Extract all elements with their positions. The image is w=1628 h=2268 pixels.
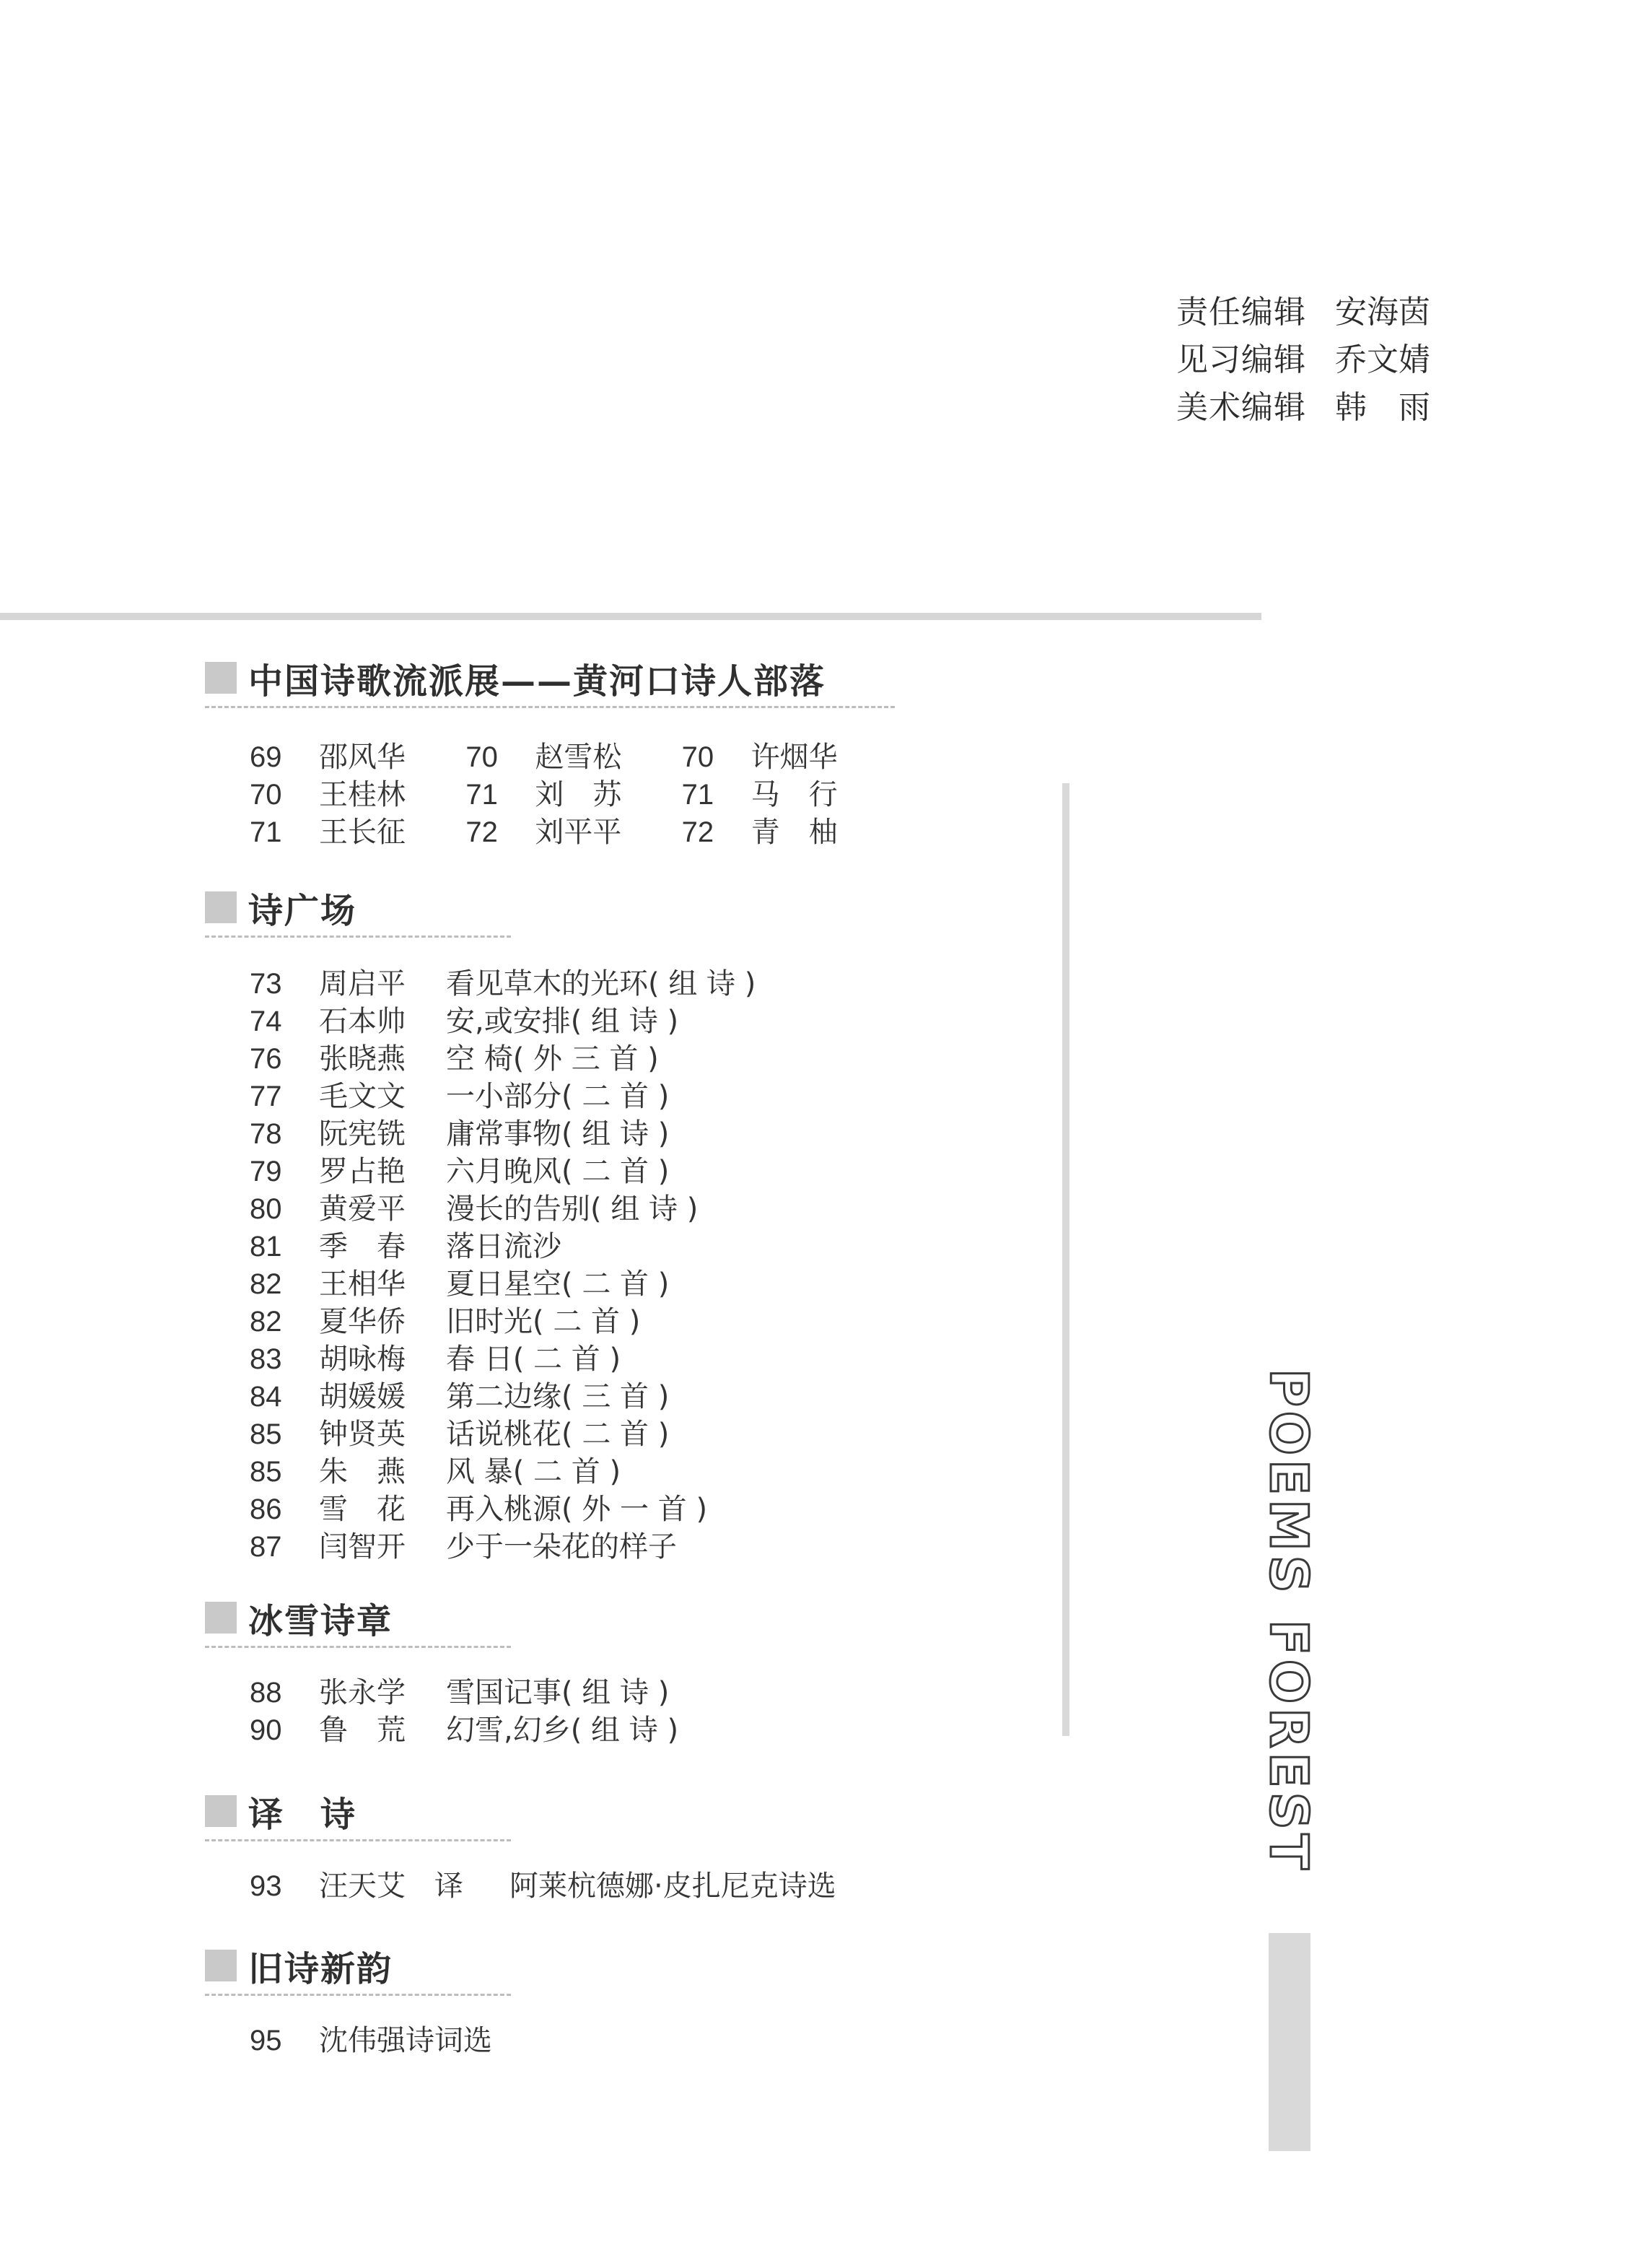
toc-entry[interactable] <box>250 1674 999 1711</box>
page-number: 82 <box>250 1306 282 1338</box>
poem-title: 雪国记事( 组 诗 ) <box>446 1676 670 1709</box>
page-number: 87 <box>250 1531 282 1563</box>
poet-grid-row <box>250 814 898 851</box>
page-number: 78 <box>250 1118 282 1150</box>
poet-grid <box>250 738 898 851</box>
page-number: 79 <box>250 1156 282 1187</box>
toc-list <box>250 1674 999 1749</box>
toc-entry[interactable] <box>250 1078 999 1115</box>
section-dashed-rule <box>205 935 511 938</box>
toc-entry[interactable] <box>250 1115 999 1153</box>
author-name: 沈伟强诗词选 <box>319 2024 492 2057</box>
page-number: 70 <box>681 741 714 773</box>
author-name: 朱 燕 <box>319 1455 406 1488</box>
toc-entry[interactable] <box>250 2022 999 2059</box>
section-heading <box>205 1940 999 1991</box>
editor-name: 韩 雨 <box>1335 389 1430 426</box>
poet-entry[interactable] <box>250 776 465 814</box>
poem-title: 再入桃源( 外 一 首 ) <box>446 1493 708 1526</box>
author-name: 赵雪松 <box>535 741 622 774</box>
editor-line <box>1176 336 1436 384</box>
page-number: 72 <box>681 816 714 848</box>
page-number: 83 <box>250 1343 282 1375</box>
page-number: 85 <box>250 1418 282 1450</box>
page-number: 71 <box>465 779 498 811</box>
page-number: 70 <box>250 779 282 811</box>
author-name: 毛文文 <box>319 1080 406 1113</box>
poem-title: 阿莱杭德娜·皮扎尼克诗选 <box>509 1870 836 1903</box>
toc-entry[interactable] <box>250 1453 999 1491</box>
editors-block <box>1176 289 1436 432</box>
poem-title: 漫长的告别( 组 诗 ) <box>446 1192 699 1226</box>
page-number: 80 <box>250 1193 282 1225</box>
poet-entry[interactable] <box>682 814 898 851</box>
poem-title <box>608 2022 999 2059</box>
poem-title: 旧时光( 二 首 ) <box>446 1305 641 1338</box>
editor-name: 安海茵 <box>1335 294 1430 331</box>
author-name: 胡媛媛 <box>319 1380 406 1413</box>
toc-entry[interactable] <box>250 1491 999 1528</box>
poem-title: 少于一朵花的样子 <box>446 1530 677 1563</box>
section-square-icon <box>205 1950 237 1981</box>
author-name: 石本帅 <box>319 1005 406 1038</box>
toc-entry[interactable] <box>250 1711 999 1749</box>
section-heading <box>205 882 999 933</box>
poet-entry[interactable] <box>250 814 465 851</box>
page-number: 70 <box>465 741 498 773</box>
editor-role: 美术编辑 <box>1176 389 1306 426</box>
page-number: 72 <box>465 816 498 848</box>
toc-entry[interactable] <box>250 1416 999 1453</box>
page-number: 95 <box>250 2025 282 2057</box>
toc-entry[interactable] <box>250 1190 999 1228</box>
toc-entry[interactable] <box>250 1340 999 1378</box>
author-name: 王桂林 <box>319 778 406 811</box>
poem-title: 春 日( 二 首 ) <box>446 1343 621 1376</box>
section-translation <box>205 1786 999 1905</box>
page-number: 88 <box>250 1677 282 1709</box>
poet-entry[interactable] <box>682 776 898 814</box>
page-number: 71 <box>681 779 714 811</box>
poet-grid-row <box>250 776 898 814</box>
section-heading <box>205 1592 999 1643</box>
vertical-divider <box>1062 783 1069 1736</box>
page-number: 77 <box>250 1081 282 1112</box>
page-number: 74 <box>250 1006 282 1037</box>
toc-entry[interactable] <box>250 965 999 1003</box>
author-name: 钟贤英 <box>319 1418 406 1451</box>
page-number: 85 <box>250 1456 282 1488</box>
section-square-icon <box>205 662 237 694</box>
toc-list <box>250 965 999 1566</box>
page-number: 69 <box>250 741 282 773</box>
author-name: 张晓燕 <box>319 1042 406 1076</box>
page-number: 82 <box>250 1268 282 1300</box>
section-ice-snow <box>205 1592 999 1749</box>
section-square-icon <box>205 891 237 923</box>
section-poetry-square <box>205 882 999 1566</box>
poem-title: 夏日星空( 二 首 ) <box>446 1268 670 1301</box>
section-square-icon <box>205 1795 237 1827</box>
section-title: 冰雪诗章 <box>248 1600 393 1641</box>
poem-title: 安,或安排( 组 诗 ) <box>446 1005 679 1038</box>
section-dashed-rule <box>205 1994 511 1996</box>
author-name: 刘 苏 <box>535 778 622 811</box>
poet-entry[interactable] <box>465 776 681 814</box>
author-name: 汪天艾 译 <box>319 1870 463 1903</box>
editor-line <box>1176 384 1436 432</box>
section-heading <box>205 1786 999 1836</box>
editor-role: 见习编辑 <box>1176 341 1306 378</box>
toc-entry[interactable] <box>250 1153 999 1190</box>
section-dashed-rule <box>205 1839 511 1841</box>
section-title: 诗广场 <box>248 890 357 931</box>
poet-entry[interactable] <box>465 738 681 776</box>
section-old-poetry <box>205 1940 999 2059</box>
poem-title: 话说桃花( 二 首 ) <box>446 1418 670 1451</box>
page-number: 73 <box>250 968 282 1000</box>
poem-title: 庸常事物( 组 诗 ) <box>446 1117 670 1151</box>
toc-entry[interactable] <box>250 1040 999 1078</box>
section-dashed-rule <box>205 1646 511 1648</box>
author-name: 马 行 <box>750 778 838 811</box>
toc-entry[interactable] <box>250 1003 999 1040</box>
top-divider <box>0 613 1261 620</box>
toc-entry[interactable] <box>250 1378 999 1416</box>
page-number: 81 <box>250 1231 282 1262</box>
toc-list <box>250 2022 999 2059</box>
poem-title: 六月晚风( 二 首 ) <box>446 1155 670 1188</box>
toc-entry[interactable] <box>250 1528 999 1566</box>
author-name: 邵风华 <box>319 741 406 774</box>
author-name: 青 柚 <box>750 816 838 849</box>
poet-entry[interactable] <box>682 738 898 776</box>
poem-title: 空 椅( 外 三 首 ) <box>446 1042 659 1076</box>
poem-title: 第二边缘( 三 首 ) <box>446 1380 670 1413</box>
poet-entry[interactable] <box>465 814 681 851</box>
author-name: 夏华侨 <box>319 1305 406 1338</box>
author-name: 闫智开 <box>319 1530 406 1563</box>
author-name: 胡咏梅 <box>319 1343 406 1376</box>
section-title: 译 诗 <box>248 1794 357 1835</box>
page-number: 90 <box>250 1714 282 1746</box>
editor-role: 责任编辑 <box>1176 294 1306 331</box>
author-name: 雪 花 <box>319 1493 406 1526</box>
toc-entry[interactable] <box>250 1867 999 1905</box>
author-name: 季 春 <box>319 1230 406 1263</box>
author-name: 周启平 <box>319 967 406 1000</box>
page-number: 93 <box>250 1870 282 1902</box>
poem-title: 看见草木的光环( 组 诗 ) <box>446 967 756 1000</box>
toc-list <box>250 1867 999 1905</box>
author-name: 阮宪铣 <box>319 1117 406 1151</box>
section-dashed-rule <box>205 706 895 708</box>
author-name: 许烟华 <box>750 741 838 774</box>
author-name: 罗占艳 <box>319 1155 406 1188</box>
author-name: 张永学 <box>319 1676 406 1709</box>
page-number: 86 <box>250 1493 282 1525</box>
page-number: 76 <box>250 1043 282 1075</box>
author-name: 刘平平 <box>535 816 622 849</box>
section-square-icon <box>205 1602 237 1634</box>
author-name: 王相华 <box>319 1268 406 1301</box>
toc-entry[interactable] <box>250 1228 999 1265</box>
editor-name: 乔文婧 <box>1335 341 1430 378</box>
author-name: 王长征 <box>319 816 406 849</box>
author-name: 鲁 荒 <box>319 1714 406 1747</box>
vertical-magazine-title: POEMS FOREST <box>1259 1369 1319 1874</box>
poet-grid-row <box>250 738 898 776</box>
author-name: 黄爱平 <box>319 1192 406 1226</box>
page-number: 71 <box>250 816 282 848</box>
poem-title: 一小部分( 二 首 ) <box>446 1080 670 1113</box>
section-yellow-river <box>205 653 898 851</box>
section-title: 中国诗歌流派展——黄河口诗人部落 <box>248 660 826 702</box>
editor-line <box>1176 289 1436 336</box>
poem-title: 落日流沙 <box>446 1230 561 1263</box>
toc-entry[interactable] <box>250 1303 999 1340</box>
poem-title: 风 暴( 二 首 ) <box>446 1455 621 1488</box>
poem-title: 幻雪,幻乡( 组 诗 ) <box>446 1714 679 1747</box>
section-title: 旧诗新韵 <box>248 1948 393 1989</box>
section-heading <box>205 653 898 703</box>
side-gray-bar <box>1269 1933 1310 2151</box>
toc-entry[interactable] <box>250 1265 999 1303</box>
poet-entry[interactable] <box>250 738 465 776</box>
page-number: 84 <box>250 1381 282 1413</box>
